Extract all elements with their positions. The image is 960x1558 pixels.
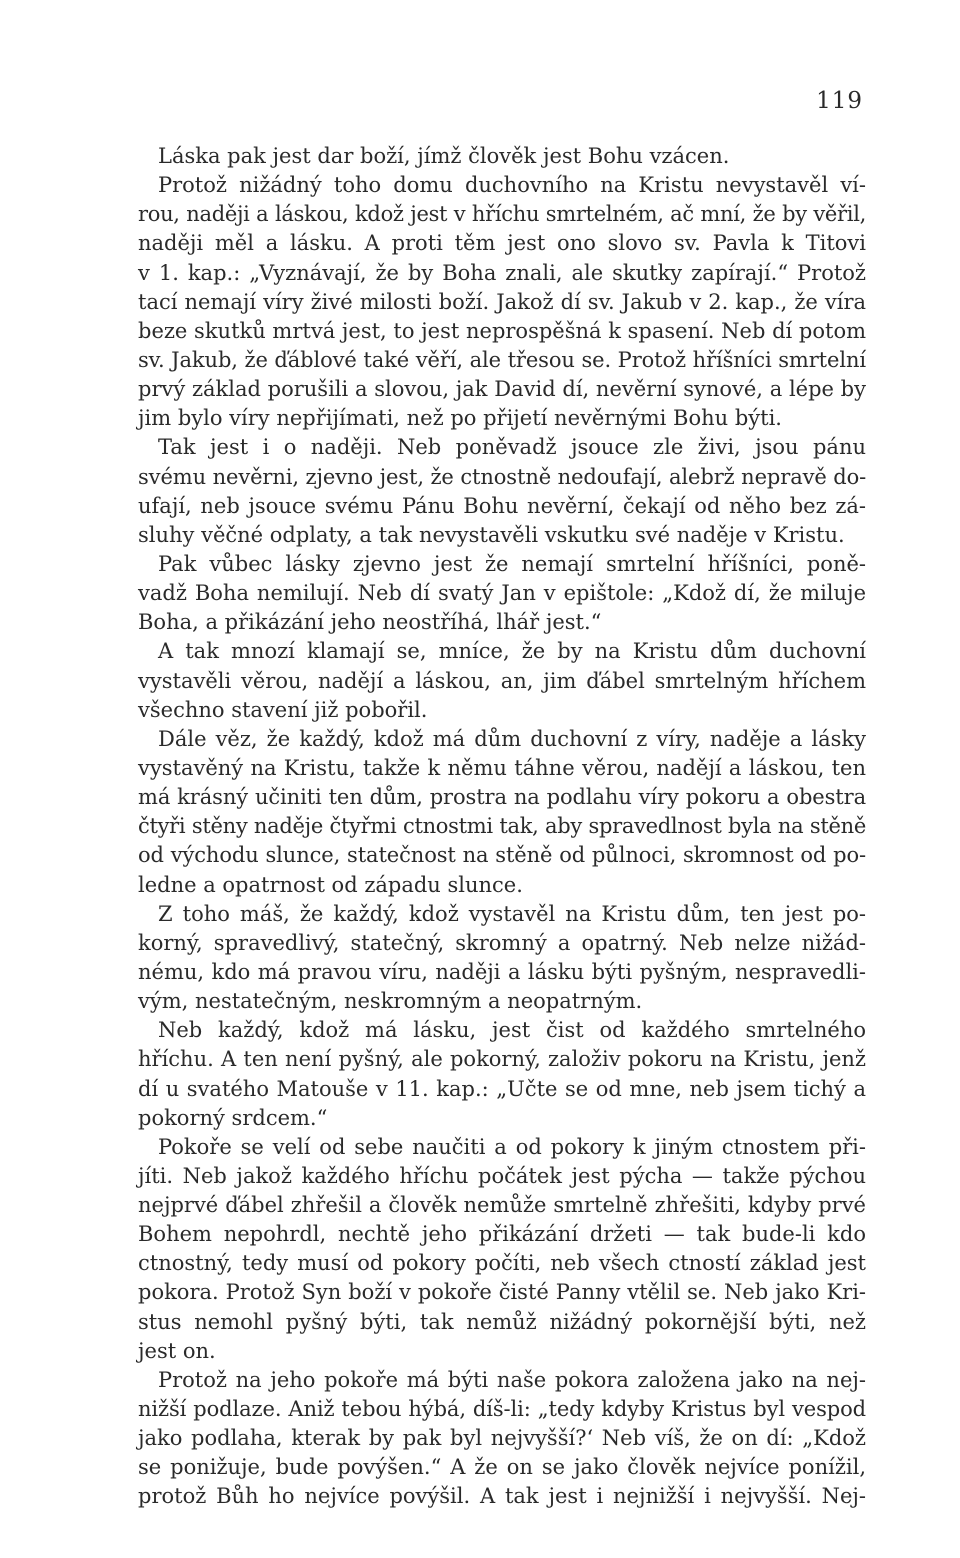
text-line: rou, naději a láskou, kdož jest v hříchu smrtelném, ač mní, že by věřil, xyxy=(138,202,866,227)
text-line: jest on. xyxy=(138,1338,216,1363)
text-line: jíti. Neb jakož každého hříchu počátek jest pýcha — takže pýchou xyxy=(138,1163,866,1188)
text-line: Protož na jeho pokoře má býti naše pokora založena jako na nej- xyxy=(158,1367,866,1392)
text-line: nižší podlaze. Aniž tebou hýbá, díš-li: „tedy kdyby Kristus byl vespod xyxy=(138,1397,866,1422)
text-line: Neb každý, kdož má lásku, jest čist od každého smrtelného xyxy=(158,1018,866,1043)
page-number: 119 xyxy=(816,88,863,114)
text-line: Pokoře se velí od sebe naučiti a od pokory k jiným ctnostem při- xyxy=(158,1134,866,1159)
text-line: Dále věz, že každý, kdož má dům duchovní z víry, naděje a lásky xyxy=(158,726,866,751)
text-line: od východu slunce, statečnost na stěně od půlnoci, skromnost od po- xyxy=(138,843,866,868)
text-line: má krásný učiniti ten dům, prostra na podlahu víry pokoru a obestra xyxy=(138,785,866,810)
text-line: všechno stavení již pobořil. xyxy=(138,697,428,722)
text-line: vystavěný na Kristu, takže k němu táhne věrou, nadějí a láskou, ten xyxy=(138,755,866,780)
text-line: Bohem nepohrdl, nechtě jeho přikázání držeti — tak bude-li kdo xyxy=(138,1222,866,1247)
text-line: hříchu. A ten není pyšný, ale pokorný, založiv pokoru na Kristu, jenž xyxy=(138,1047,866,1072)
text-line: beze skutků mrtvá jest, to jest neprospěšná k spasení. Neb dí potom xyxy=(138,318,866,343)
text-line: vystavěli věrou, nadějí a láskou, an, jim ďábel smrtelným hříchem xyxy=(138,668,866,693)
body-text xyxy=(138,142,866,1512)
text-line: jim bylo víry nepřijímati, než po přijetí nevěrnými Bohu býti. xyxy=(138,406,782,431)
text-line: prvý základ porušili a slovou, jak David dí, nevěrní synové, a lépe by xyxy=(138,377,866,402)
text-line: v 1. kap.: „Vyznávají, že by Boha znali, ale skutky zapírají.“ Protož xyxy=(138,260,866,285)
text-line: nejprvé ďábel zhřešil a člověk nemůže smrtelně zhřešiti, kdyby prvé xyxy=(138,1193,866,1218)
text-line: tací nemají víry živé milosti boží. Jakož dí sv. Jakub v 2. kap., že víra xyxy=(138,289,866,314)
text-line: čtyři stěny naděje čtyřmi ctnostmi tak, aby spravedlnost byla na stěně xyxy=(138,814,866,839)
text-line: svému nevěrni, zjevno jest, že ctnostně nedoufají, alebrž nepravě do- xyxy=(138,464,867,489)
text-line: ufají, neb jsouce svému Pánu Bohu nevěrní, čekají od něho bez zá- xyxy=(138,493,866,518)
text-line: korný, spravedlivý, statečný, skromný a opatrný. Neb nelze nižád- xyxy=(138,930,866,955)
text-line: Boha, a přikázání jeho neostříhá, lhář jest.“ xyxy=(138,610,602,635)
text-line: pokora. Protož Syn boží v pokoře čisté Panny vtělil se. Neb jako Kri- xyxy=(138,1280,866,1305)
text-line: jako podlaha, kterak by pak byl nejvyšší?‘ Neb víš, že on dí: „Kdož xyxy=(138,1426,866,1451)
text-line: ledne a opatrnost od západu slunce. xyxy=(138,872,523,897)
text-line: sluhy věčné odplaty, a tak nevystavěli vskutku své naděje v Kristu. xyxy=(138,522,845,547)
text-line: Láska pak jest dar boží, jímž člověk jest Bohu vzácen. xyxy=(158,144,730,168)
text-line: vým, nestatečným, neskromným a neopatrným. xyxy=(138,989,643,1014)
text-line: vadž Boha nemilují. Neb dí svatý Jan v epištole: „Kdož dí, že miluje xyxy=(138,581,866,606)
text-line: pokorný srdcem.“ xyxy=(138,1105,328,1130)
text-line: A tak mnozí klamají se, mníce, že by na Kristu dům duchovní xyxy=(158,639,866,664)
text-line: dí u svatého Matouše v 11. kap.: „Učte se od mne, neb jsem tichý a xyxy=(138,1076,866,1101)
text-line: Pak vůbec lásky zjevno jest že nemají smrtelní hříšníci, poně- xyxy=(158,551,866,576)
text-line: naději měl a lásku. A proti těm jest ono slovo sv. Pavla k Titovi xyxy=(138,231,866,256)
text-line: ctnostný, tedy musí od pokory počíti, neb všech ctností základ jest xyxy=(138,1251,866,1276)
text-line: nému, kdo má pravou víru, naději a lásku býti pyšným, nespravedli- xyxy=(138,959,866,984)
text-line: Protož nižádný toho domu duchovního na Kristu nevystavěl ví- xyxy=(158,173,866,198)
text-line: Z toho máš, že každý, kdož vystavěl na Kristu dům, ten jest po- xyxy=(158,901,866,926)
text-line: protož Bůh ho nejvíce povýšil. A tak jest i nejnižší i nejvyšší. Nej- xyxy=(138,1484,866,1509)
text-line: sv. Jakub, že ďáblové také věří, ale třesou se. Protož hříšníci smrtelní xyxy=(138,347,866,372)
text-line: se ponižuje, bude povýšen.“ A že on se jako člověk nejvíce ponížil, xyxy=(138,1455,866,1480)
text-line: Tak jest i o naději. Neb poněvadž jsouce zle živi, jsou pánu xyxy=(158,435,866,460)
text-line: stus nemohl pyšný býti, tak nemůž nižádný pokornější býti, než xyxy=(138,1309,866,1334)
